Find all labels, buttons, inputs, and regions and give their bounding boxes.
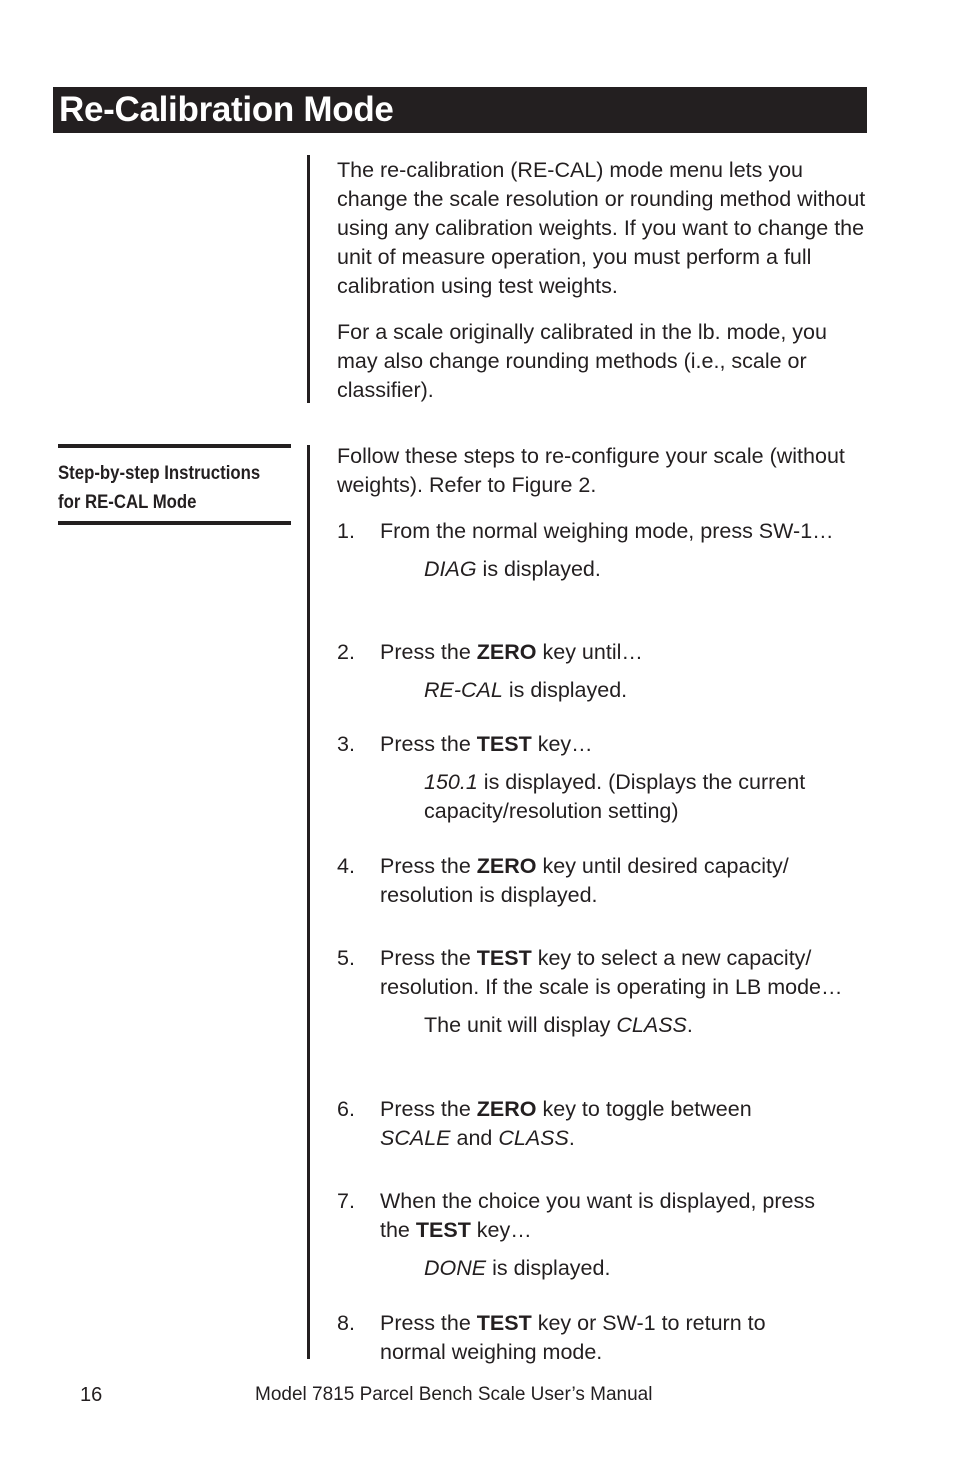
display-value: DONE [424, 1256, 487, 1280]
sidebar-bottom-rule [58, 521, 291, 525]
step-4 [337, 852, 872, 910]
step-6 [337, 1095, 872, 1153]
key-name: ZERO [476, 1097, 537, 1121]
key-name: ZERO [476, 640, 537, 664]
step-text: Press the ZERO key until… [380, 640, 643, 664]
step-result: DIAG is displayed. [424, 557, 601, 581]
key-name: TEST [415, 1218, 471, 1242]
step-result: RE-CAL is displayed. [424, 678, 628, 702]
key-name: TEST [476, 732, 532, 756]
key-name: ZERO [476, 854, 537, 878]
steps-section [337, 442, 872, 1364]
display-value: CLASS [616, 1013, 687, 1037]
margin-rule-intro [307, 155, 310, 403]
step-7 [337, 1187, 872, 1283]
step-5 [337, 944, 872, 1040]
step-number: 1. [337, 519, 355, 543]
step-text: Press the TEST key… [380, 732, 593, 756]
display-value: CLASS [498, 1126, 569, 1150]
step-1 [337, 517, 872, 584]
step-text: Press the TEST key or SW-1 to return to normal weighing mode. [380, 1311, 766, 1364]
step-text: From the normal weighing mode, press SW-1… [380, 519, 834, 543]
step-number: 4. [337, 854, 355, 878]
step-text: When the choice you want is displayed, press the TEST key… [380, 1189, 816, 1242]
display-value: DIAG [424, 557, 477, 581]
page-title: Re-Calibration Mode [53, 87, 867, 133]
sidebar-heading-box [58, 444, 291, 525]
step-2 [337, 638, 872, 705]
step-result: DONE is displayed. [424, 1256, 611, 1280]
step-result: 150.1 is displayed. (Displays the current capacity/resolution setting) [424, 770, 806, 823]
step-3 [337, 730, 872, 826]
step-text: Press the ZERO key to toggle between SCALE and CLASS. [380, 1097, 752, 1150]
key-name: TEST [476, 1311, 532, 1335]
step-number: 5. [337, 946, 355, 970]
intro-paragraph-2: For a scale originally calibrated in the lb. mode, you may also change rounding methods (i.e., scale or classifier). [337, 320, 827, 402]
intro-section [337, 156, 872, 405]
step-number: 7. [337, 1189, 355, 1213]
step-number: 8. [337, 1311, 355, 1335]
step-text: Press the ZERO key until desired capacity/ resolution is displayed. [380, 854, 789, 907]
display-value: 150.1 [424, 770, 478, 794]
key-name: TEST [476, 946, 532, 970]
display-value: RE-CAL [424, 678, 503, 702]
step-8 [337, 1309, 872, 1367]
step-number: 6. [337, 1097, 355, 1121]
intro-paragraph-1: The re-calibration (RE-CAL) mode menu lets you change the scale resolution or rounding method without using any calibration weights. If you want to change the unit of measure operation, you must perform a full calibration using test weights. [337, 158, 866, 298]
step-result: The unit will display CLASS. [424, 1013, 693, 1037]
page-number: 16 [80, 1384, 103, 1406]
step-text: Press the TEST key to select a new capacity/ resolution. If the scale is operating in LB mode… [380, 946, 843, 999]
manual-title: Model 7815 Parcel Bench Scale User’s Manual [255, 1384, 653, 1405]
display-value: SCALE [380, 1126, 451, 1150]
sidebar-heading-line-1: Step-by-step Instructions [58, 462, 261, 484]
sidebar-heading [58, 448, 261, 521]
margin-rule-steps [307, 445, 310, 1359]
step-number: 3. [337, 732, 355, 756]
step-number: 2. [337, 640, 355, 664]
sidebar-heading-line-2: for RE-CAL Mode [58, 491, 197, 513]
steps-intro: Follow these steps to re-configure your scale (without weights). Refer to Figure 2. [337, 444, 845, 497]
